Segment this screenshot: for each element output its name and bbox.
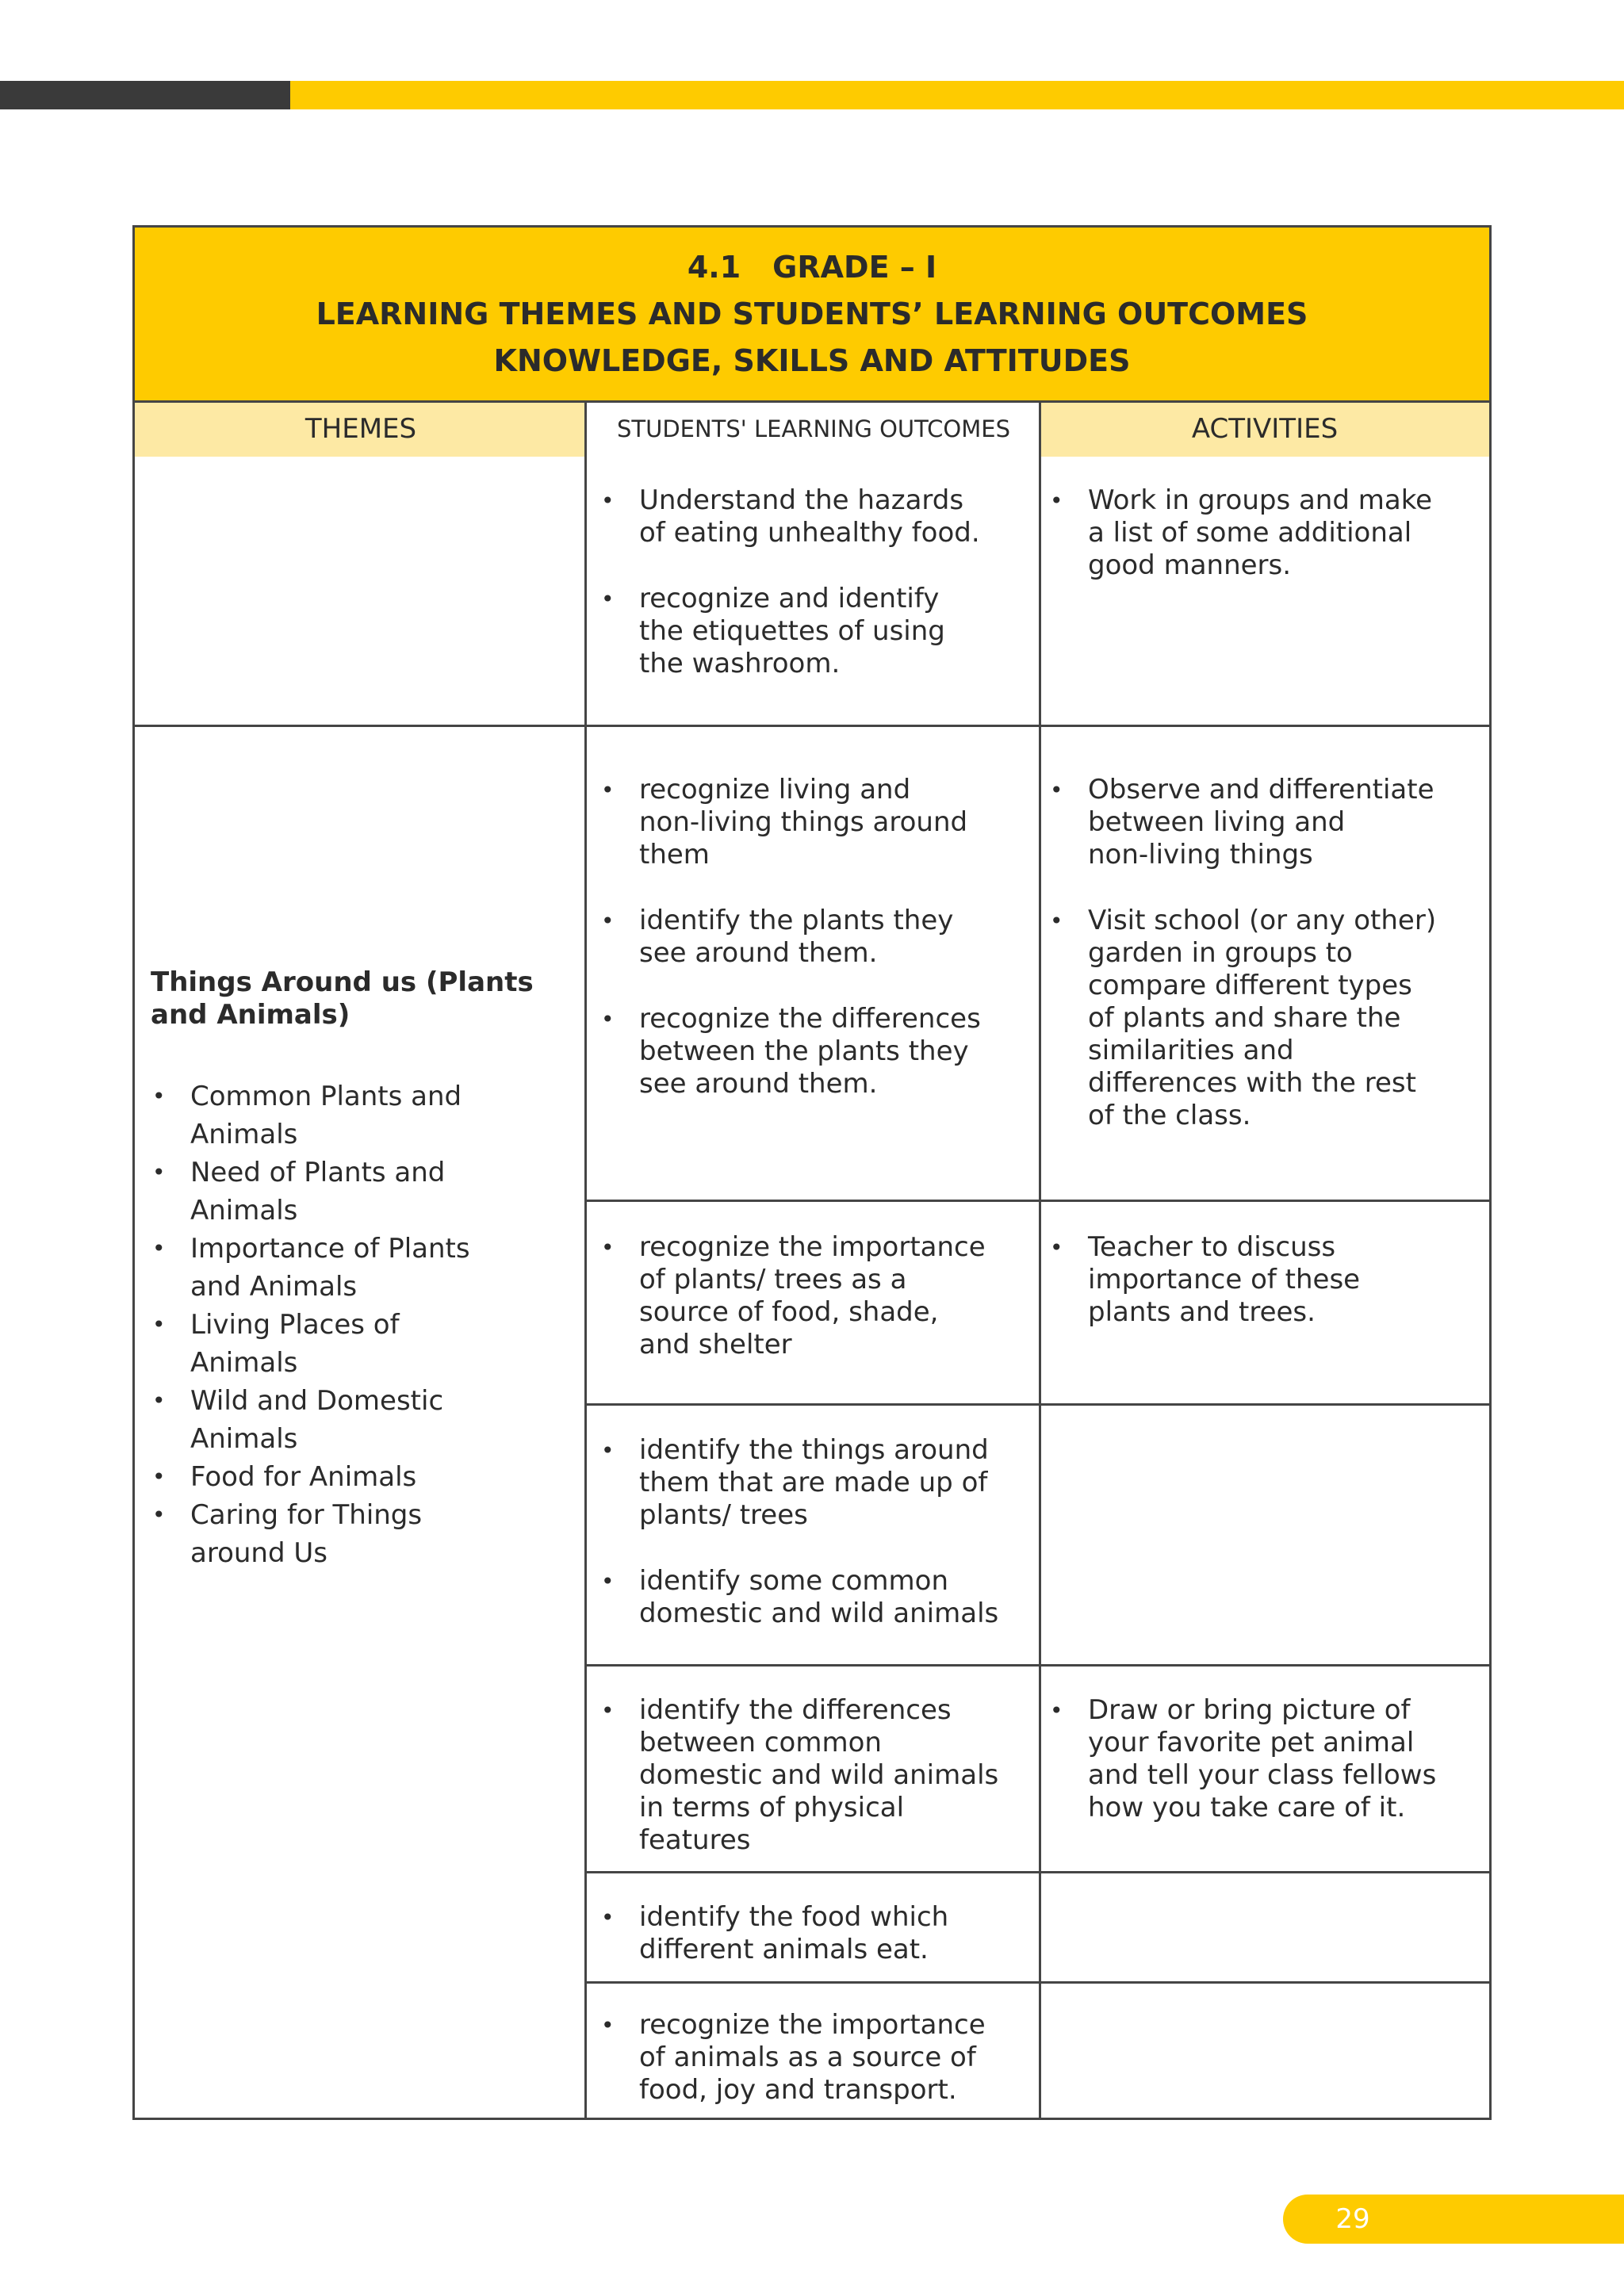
page-number: 29 [1335,2203,1370,2235]
list-item: • recognize the importance of animals as a source of food, joy and transport. [599,2009,986,2107]
column-header-themes: THEMES [304,412,417,445]
row-divider [584,1200,1489,1202]
theme-item: • Need of Plants and Animals [151,1154,534,1230]
list-item: • Observe and differentiate between living and non-living things [1048,774,1436,871]
row2-outcomes [599,774,981,1100]
list-item: • Understand the hazards of eating unhealthy food. [599,484,980,549]
row-divider [584,1871,1489,1873]
theme-item: • Living Places of Animals [151,1306,534,1382]
row-divider [584,1403,1489,1406]
list-item: • identify the plants they see around them. [599,905,981,970]
theme-item: • Importance of Plants and Animals [151,1230,534,1306]
column-divider [584,400,587,2118]
list-item: • recognize living and non-living things around them [599,774,981,871]
theme-item: • Wild and Domestic Animals [151,1382,534,1458]
row3-outcomes [599,1231,986,1361]
theme-item: • Common Plants and Animals [151,1077,534,1154]
row6-outcomes [599,1901,948,1966]
row3-activities [1048,1231,1360,1329]
column-divider [1039,400,1041,2118]
list-item: • Work in groups and make a list of some additional good manners. [1048,484,1432,582]
column-header-activities: ACTIVITIES [1191,412,1339,445]
row-divider [584,1981,1489,1984]
list-item: • Draw or bring picture of your favorite pet animal and tell your class fellows how you take care of it. [1048,1694,1436,1824]
title-grade: GRADE – I [772,249,937,285]
row7-outcomes [599,2009,986,2107]
column-header-outcomes: STUDENTS' LEARNING OUTCOMES [616,415,1010,442]
rule [135,400,1489,403]
top-bar-dark [0,81,290,109]
top-bar-accent [290,81,1624,109]
row5-outcomes [599,1694,998,1857]
row4-outcomes [599,1434,998,1630]
list-item: • recognize the differences between the plants they see around them. [599,1003,981,1100]
list-item: • recognize and identify the etiquettes of using the washroom. [599,583,980,680]
list-item: • identify some common domestic and wild animals [599,1565,998,1630]
table-title [135,228,1489,400]
row1-outcomes [599,484,980,680]
title-number: 4.1 [687,249,741,285]
theme-cell [151,966,534,1572]
list-item: • identify the differences between common domestic and wild animals in terms of physical features [599,1694,998,1857]
row-divider [135,725,1489,727]
title-line-3: KNOWLEDGE, SKILLS AND ATTITUDES [493,342,1131,378]
list-item: • identify the things around them that are made up of plants/ trees [599,1434,998,1532]
list-item: • Visit school (or any other) garden in groups to compare different types of plants and share the similarities and differences with the rest of the class. [1048,905,1436,1132]
list-item: • Teacher to discuss importance of these plants and trees. [1048,1231,1360,1329]
list-item: • recognize the importance of plants/ trees as a source of food, shade, and shelter [599,1231,986,1361]
outcomes-table [132,225,1492,2120]
row1-activities [1048,484,1432,582]
row2-activities [1048,774,1436,1132]
theme-item: • Food for Animals [151,1458,534,1496]
theme-heading: Things Around us (Plants and Animals) [151,966,534,1031]
theme-item: • Caring for Things around Us [151,1496,534,1572]
title-line-2: LEARNING THEMES AND STUDENTS’ LEARNING OUTCOMES [316,296,1308,331]
list-item: • identify the food which different animals eat. [599,1901,948,1966]
row5-activities [1048,1694,1436,1824]
row-divider [584,1664,1489,1667]
